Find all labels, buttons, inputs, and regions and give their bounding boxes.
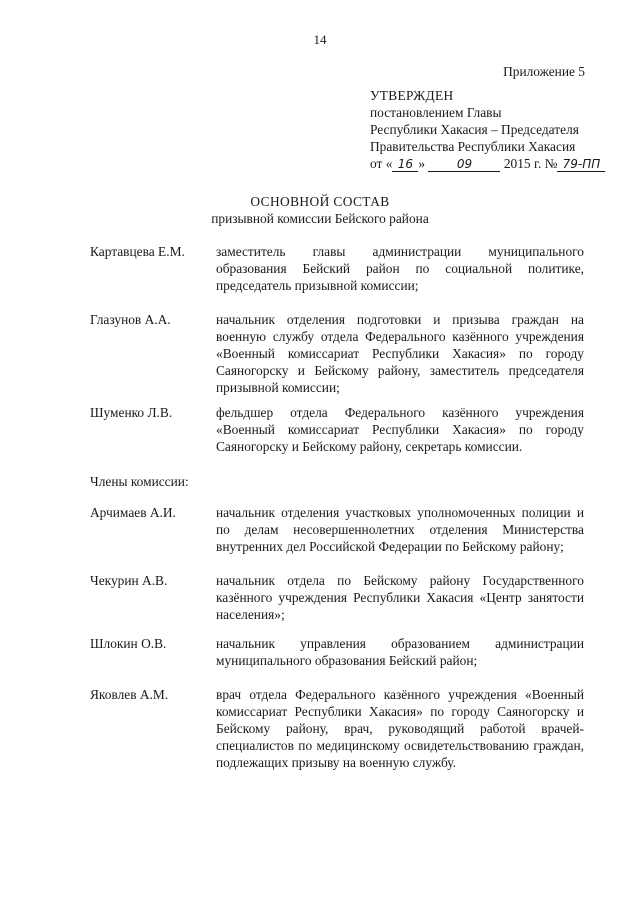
person-role-4: начальник отделения участковых уполномоченных полиции и по делам несовершеннолетних отделения Министерства внутренних дел Российской Федерации по Бейскому району; [216,505,584,554]
person-name-3: Шуменко Л.В. [90,405,173,420]
date-month: 09 [428,157,500,172]
approval-line-2: Республики Хакасия – Председателя [370,122,579,137]
decree-number: 79-ПП [557,157,605,172]
date-day: 16 [392,157,418,172]
person-role-5: начальник отдела по Бейскому району Государственного казённого учреждения Республики Хакасия «Центр занятости населения»; [216,573,584,622]
person-name-7: Яковлев А.М. [90,687,169,702]
person-role-7: врач отдела Федерального казённого учреждения «Военный комиссариат Республики Хакасия» по городу Саяногорску и Бейскому району, врач, руководящий работой врачей-специалистов по медицинскому освидетельствованию граждан, подлежащих призыву на военную службу. [216,687,584,770]
person-name-6: Шлокин О.В. [90,636,167,651]
date-prefix: от « [370,156,393,171]
approval-line-3: Правительства Республики Хакасия [370,139,576,154]
members-label: Члены комиссии: [90,474,189,489]
date-year: 2015 г. № [503,156,558,171]
approval-title: УТВЕРЖДЕН [370,88,454,103]
date-mid: » [418,156,426,171]
appendix-label: Приложение 5 [503,64,585,79]
heading-subtitle: призывной комиссии Бейского района [211,211,429,226]
approval-line-1: постановлением Главы [370,105,502,120]
person-role-3: фельдшер отдела Федерального казённого учреждения «Военный комиссариат Республики Хакасия» по городу Саяногорску и Бейскому району, секретарь комиссии. [216,405,584,454]
person-name-4: Арчимаев А.И. [90,505,176,520]
approval-block [370,87,620,172]
approval-date-line [370,155,620,172]
page-number: 14 [313,32,327,47]
person-role-2: начальник отделения подготовки и призыва граждан на военную службу отдела Федерального казённого учреждения «Военный комиссариат Республики Хакасия» по городу Саяногорску и Бейскому району, заместитель председателя призывной комиссии; [216,312,584,395]
person-name-5: Чекурин А.В. [90,573,168,588]
person-name-2: Глазунов А.А. [90,312,171,327]
person-role-1: заместитель главы администрации муниципального образования Бейский район по социальной политике, председатель призывной комиссии; [216,244,584,293]
person-name-1: Картавцева Е.М. [90,244,185,259]
person-role-6: начальник управления образованием администрации муниципального образования Бейский район; [216,636,584,668]
heading-title: ОСНОВНОЙ СОСТАВ [250,194,390,209]
document-heading [0,193,640,227]
